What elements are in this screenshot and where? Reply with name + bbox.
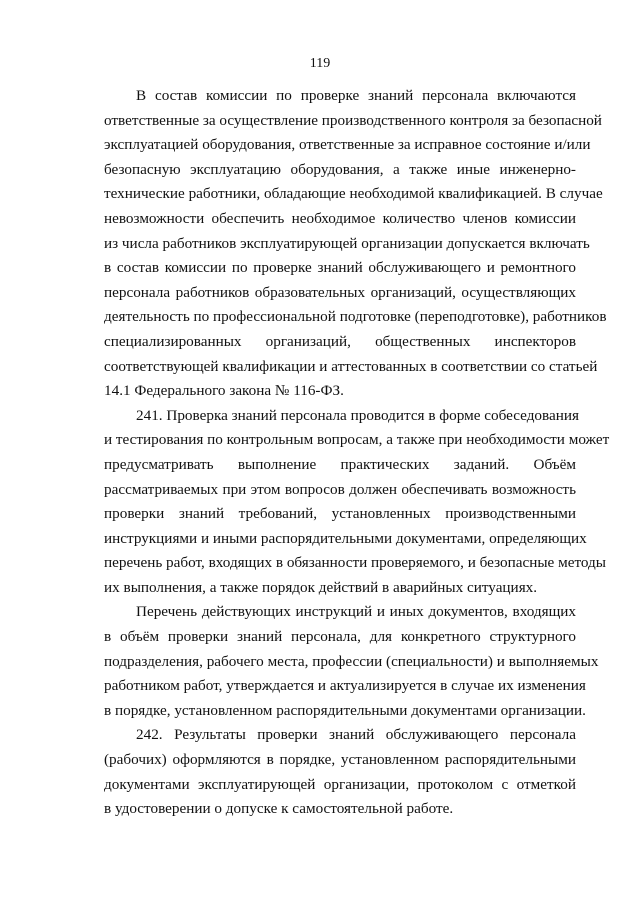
text-line: работником работ, утверждается и актуализируется в случае их изменения: [104, 677, 586, 695]
text-line: В состав комиссии по проверке знаний персонала включаются: [136, 87, 576, 104]
text-line: ответственные за осуществление производственного контроля за безопасной: [104, 111, 602, 129]
text-line: проверки знаний требований, установленных производственными: [104, 505, 576, 523]
paragraph: [104, 404, 610, 601]
text-line: 14.1 Федерального закона № 116-ФЗ.: [104, 382, 344, 400]
text-line: специализированных организаций, общественных инспекторов: [104, 332, 576, 350]
text-line: рассматриваемых при этом вопросов должен обеспечивать возможность: [104, 480, 576, 498]
text-line: из числа работников эксплуатирующей организации допускается включать: [104, 234, 590, 252]
text-line: документами эксплуатирующей организации, протоколом с отметкой: [104, 775, 576, 793]
text-line: их выполнения, а также порядок действий в аварийных ситуациях.: [104, 578, 538, 596]
text-line: в порядке, установленном распорядительными документами организации.: [104, 701, 586, 719]
text-line: и тестирования по контрольным вопросам, а также при необходимости может: [104, 431, 610, 449]
text-line: предусматривать выполнение практических заданий. Объём: [104, 455, 576, 473]
paragraph: [104, 600, 599, 723]
text-line: персонала работников образовательных организаций, осуществляющих: [104, 283, 576, 301]
text-line: 241. Проверка знаний персонала проводится в форме собеседования: [136, 406, 579, 424]
text-line: деятельность по профессиональной подготовке (переподготовке), работников: [104, 308, 607, 326]
text-line: в объём проверки знаний персонала, для конкретного структурного: [104, 628, 576, 646]
text-line: подразделения, рабочего места, профессии (специальности) и выполняемых: [104, 652, 599, 670]
text-line: эксплуатацией оборудования, ответственные за исправное состояние и/или: [104, 136, 591, 154]
document-body: [104, 84, 610, 822]
text-line: инструкциями и иными распорядительными документами, определяющих: [104, 529, 587, 547]
text-line: перечень работ, входящих в обязанности проверяемого, и безопасные методы: [104, 554, 606, 572]
text-line: 242. Результаты проверки знаний обслуживающего персонала: [136, 726, 576, 744]
text-line: Перечень действующих инструкций и иных документов, входящих: [136, 603, 576, 621]
page-number: 119: [309, 56, 331, 71]
paragraph: [104, 84, 607, 404]
text-line: безопасную эксплуатацию оборудования, а также иные инженерно-: [104, 160, 576, 178]
text-line: в состав комиссии по проверке знаний обслуживающего и ремонтного: [104, 259, 576, 277]
text-line: (рабочих) оформляются в порядке, установленном распорядительными: [104, 751, 576, 769]
text-line: соответствующей квалификации и аттестованных в соответствии со статьей: [104, 357, 598, 375]
text-line: в удостоверении о допуске к самостоятельной работе.: [104, 800, 454, 818]
text-line: технические работники, обладающие необходимой квалификацией. В случае: [104, 185, 603, 203]
paragraph: [104, 723, 576, 821]
text-line: невозможности обеспечить необходимое количество членов комиссии: [104, 209, 576, 227]
